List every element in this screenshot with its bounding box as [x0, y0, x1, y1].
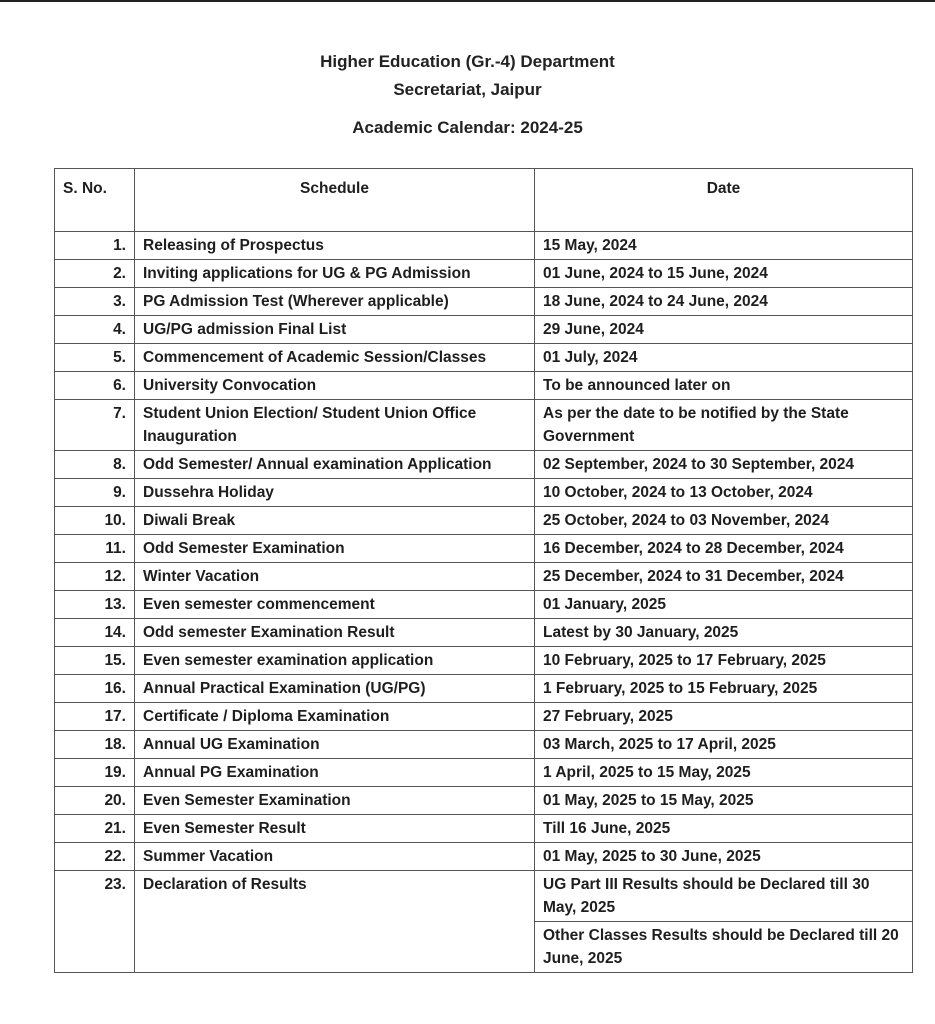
row-date: Till 16 June, 2025 — [535, 815, 913, 843]
table-row — [55, 451, 913, 479]
row-schedule: Certificate / Diploma Examination — [135, 703, 535, 731]
row-date: 18 June, 2024 to 24 June, 2024 — [535, 288, 913, 316]
table-row — [55, 731, 913, 759]
row-schedule: Even Semester Examination — [135, 787, 535, 815]
table-row — [55, 675, 913, 703]
row-date: 03 March, 2025 to 17 April, 2025 — [535, 731, 913, 759]
row-schedule: Commencement of Academic Session/Classes — [135, 344, 535, 372]
table-row — [55, 260, 913, 288]
table-row — [55, 479, 913, 507]
table-row — [55, 507, 913, 535]
row-number: 6. — [55, 372, 135, 400]
row-number: 8. — [55, 451, 135, 479]
row-number: 17. — [55, 703, 135, 731]
table-row — [55, 372, 913, 400]
table-row — [55, 871, 913, 922]
row-date-ug: UG Part III Results should be Declared till 30 May, 2025 — [535, 871, 913, 922]
row-date-other: Other Classes Results should be Declared till 20 June, 2025 — [535, 922, 913, 973]
row-schedule: Annual PG Examination — [135, 759, 535, 787]
row-number: 23. — [55, 871, 135, 973]
row-schedule: Annual Practical Examination (UG/PG) — [135, 675, 535, 703]
table-row — [55, 535, 913, 563]
table-row — [55, 759, 913, 787]
document-header — [0, 48, 935, 142]
table-row — [55, 591, 913, 619]
table-row — [55, 843, 913, 871]
table-row — [55, 647, 913, 675]
row-date: 25 October, 2024 to 03 November, 2024 — [535, 507, 913, 535]
row-date: 27 February, 2025 — [535, 703, 913, 731]
academic-calendar-table — [54, 168, 913, 973]
row-schedule: Student Union Election/ Student Union Office Inauguration — [135, 400, 535, 451]
table-row — [55, 703, 913, 731]
row-date: 1 April, 2025 to 15 May, 2025 — [535, 759, 913, 787]
row-date: 16 December, 2024 to 28 December, 2024 — [535, 535, 913, 563]
row-date: 10 October, 2024 to 13 October, 2024 — [535, 479, 913, 507]
row-date: 25 December, 2024 to 31 December, 2024 — [535, 563, 913, 591]
row-number: 3. — [55, 288, 135, 316]
row-date: 01 July, 2024 — [535, 344, 913, 372]
location: Secretariat, Jaipur — [393, 80, 542, 99]
row-number: 5. — [55, 344, 135, 372]
row-schedule: Odd Semester/ Annual examination Application — [135, 451, 535, 479]
row-number: 4. — [55, 316, 135, 344]
row-number: 18. — [55, 731, 135, 759]
table-header-row — [55, 169, 913, 232]
row-number: 14. — [55, 619, 135, 647]
row-number: 16. — [55, 675, 135, 703]
row-schedule: Inviting applications for UG & PG Admission — [135, 260, 535, 288]
row-schedule: Even semester commencement — [135, 591, 535, 619]
column-header-schedule: Schedule — [135, 169, 535, 232]
row-schedule: Odd Semester Examination — [135, 535, 535, 563]
row-date: As per the date to be notified by the State Government — [535, 400, 913, 451]
row-schedule: University Convocation — [135, 372, 535, 400]
row-schedule: Diwali Break — [135, 507, 535, 535]
row-date: 02 September, 2024 to 30 September, 2024 — [535, 451, 913, 479]
column-header-sno: S. No. — [55, 169, 135, 232]
row-number: 10. — [55, 507, 135, 535]
table-row — [55, 563, 913, 591]
table-row — [55, 787, 913, 815]
column-header-date: Date — [535, 169, 913, 232]
row-schedule: Even Semester Result — [135, 815, 535, 843]
row-number: 2. — [55, 260, 135, 288]
table-row — [55, 232, 913, 260]
table-row — [55, 344, 913, 372]
row-schedule: Annual UG Examination — [135, 731, 535, 759]
row-date: 01 May, 2025 to 15 May, 2025 — [535, 787, 913, 815]
row-number: 20. — [55, 787, 135, 815]
row-date: To be announced later on — [535, 372, 913, 400]
row-schedule: Even semester examination application — [135, 647, 535, 675]
row-date: 01 January, 2025 — [535, 591, 913, 619]
row-schedule: PG Admission Test (Wherever applicable) — [135, 288, 535, 316]
row-date: 29 June, 2024 — [535, 316, 913, 344]
row-number: 11. — [55, 535, 135, 563]
row-schedule: Odd semester Examination Result — [135, 619, 535, 647]
row-date: Latest by 30 January, 2025 — [535, 619, 913, 647]
table-row — [55, 815, 913, 843]
row-schedule: UG/PG admission Final List — [135, 316, 535, 344]
table-row — [55, 619, 913, 647]
row-number: 22. — [55, 843, 135, 871]
row-schedule: Winter Vacation — [135, 563, 535, 591]
row-date: 1 February, 2025 to 15 February, 2025 — [535, 675, 913, 703]
row-number: 12. — [55, 563, 135, 591]
row-number: 9. — [55, 479, 135, 507]
row-date: 01 June, 2024 to 15 June, 2024 — [535, 260, 913, 288]
row-number: 21. — [55, 815, 135, 843]
department-name: Higher Education (Gr.-4) Department — [320, 52, 615, 71]
table-row — [55, 316, 913, 344]
row-schedule: Summer Vacation — [135, 843, 535, 871]
row-number: 15. — [55, 647, 135, 675]
top-border — [0, 0, 935, 2]
table-row — [55, 288, 913, 316]
row-date: 01 May, 2025 to 30 June, 2025 — [535, 843, 913, 871]
row-date: 10 February, 2025 to 17 February, 2025 — [535, 647, 913, 675]
row-schedule: Releasing of Prospectus — [135, 232, 535, 260]
page-title: Academic Calendar: 2024-25 — [352, 118, 583, 137]
row-schedule: Dussehra Holiday — [135, 479, 535, 507]
row-number: 7. — [55, 400, 135, 451]
row-number: 1. — [55, 232, 135, 260]
row-number: 19. — [55, 759, 135, 787]
table-row — [55, 400, 913, 451]
row-date: 15 May, 2024 — [535, 232, 913, 260]
row-schedule: Declaration of Results — [135, 871, 535, 973]
row-number: 13. — [55, 591, 135, 619]
